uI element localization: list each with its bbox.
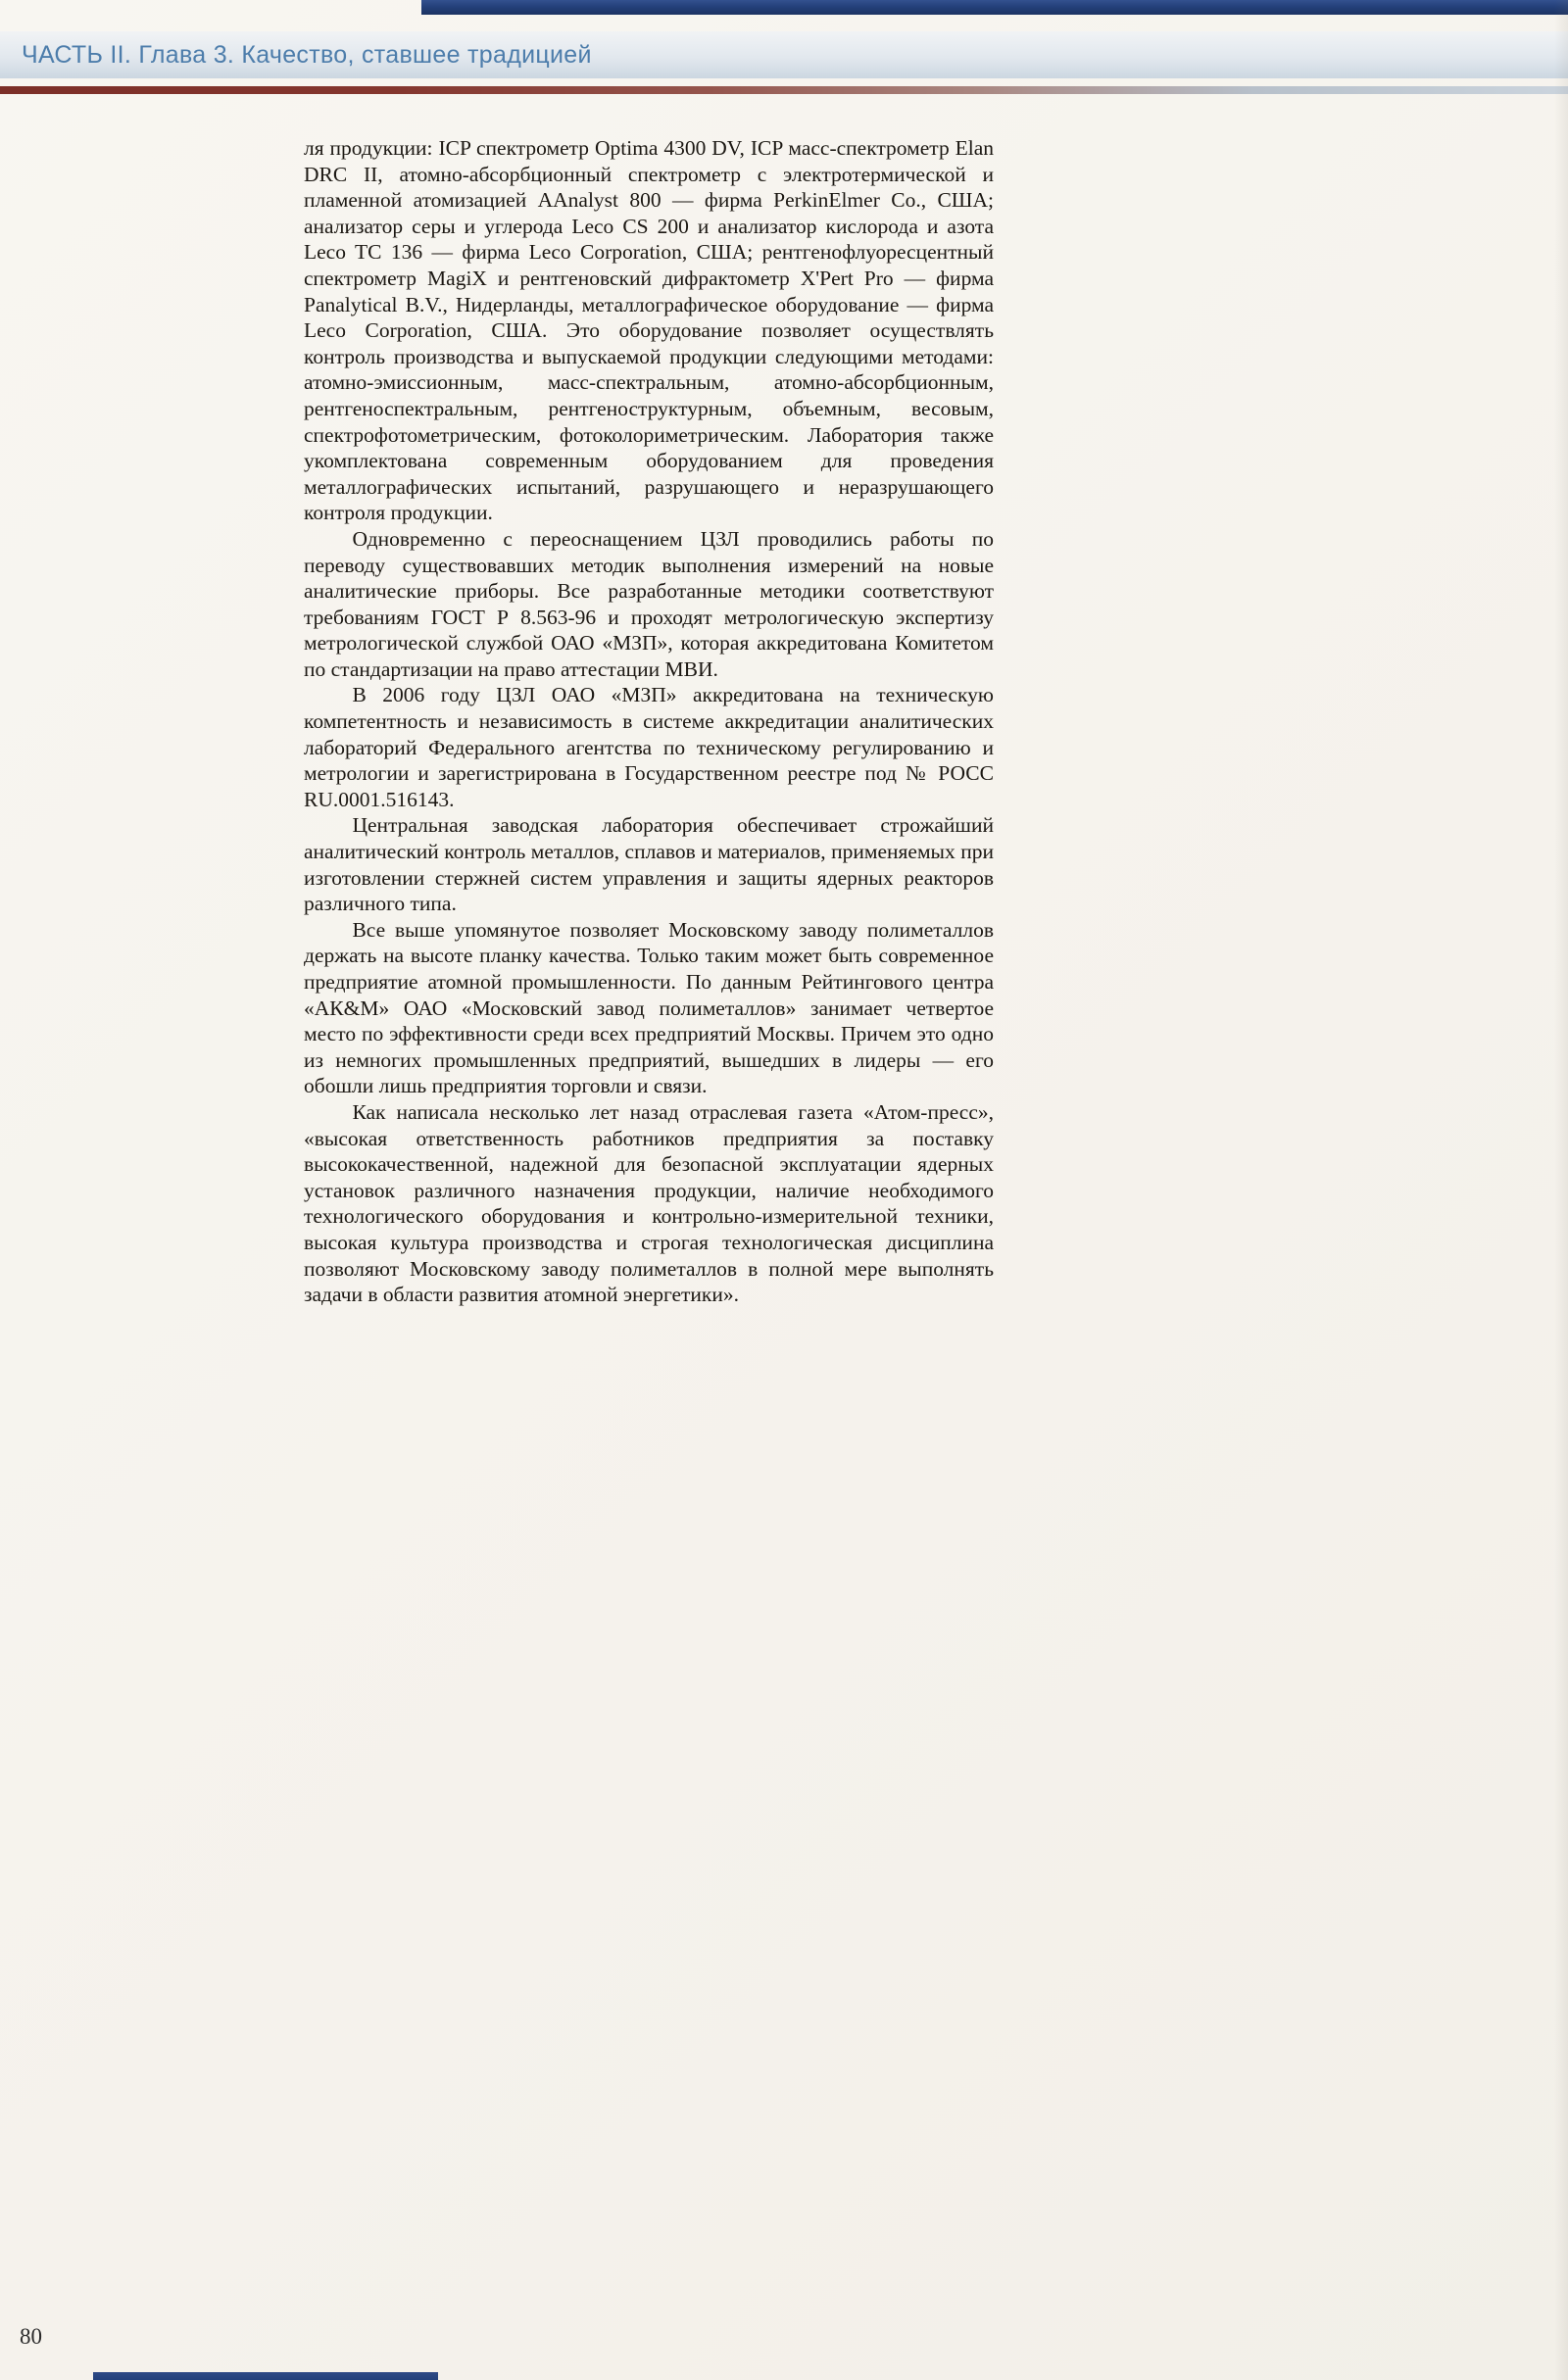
paragraph: Все выше упомянутое позволяет Московскому заводу полиметаллов держать на высоте планку качества. Только таким может быть современное предприятие атомной промышленности. По данным Рейтингового центра «АК&М» ОАО «Московский завод полиметаллов» занимает четвертое место по эффективности среди всех предприятий Москвы. Причем это одно из немногих промышленных предприятий, вышедших в лидеры — его обошли лишь предприятия торговли и связи. xyxy=(304,917,994,1098)
paragraph: Одновременно с переоснащением ЦЗЛ проводились работы по переводу существовавших методик выполнения измерений на новые аналитические приборы. Все разработанные методики соответствуют требованиям ГОСТ Р 8.563-96 и проходят метрологическую экспертизу метрологической службой ОАО «МЗП», которая аккредитована Комитетом по стандартизации на право аттестации МВИ. xyxy=(304,526,994,681)
paragraph: Центральная заводская лаборатория обеспечивает строжайший аналитический контроль металлов, сплавов и материалов, применяемых при изготовлении стержней систем управления и защиты ядерных реакторов различного типа. xyxy=(304,813,994,916)
paragraph: В 2006 году ЦЗЛ ОАО «МЗП» аккредитована на техническую компетентность и независимость в системе аккредитации аналитических лабораторий Федерального агентства по техническому регулированию и метрологии и зарегистрирована в Государственном реестре под № РОСС RU.0001.516143. xyxy=(304,683,994,811)
top-decor-bar xyxy=(421,0,1568,15)
chapter-title: ЧАСТЬ II. Глава 3. Качество, ставшее традицией xyxy=(22,40,592,69)
chapter-header-band xyxy=(0,31,1568,78)
paragraph: ля продукции: ICP спектрометр Optima 4300 DV, ICP масс-спектрометр Elan DRC II, атомно-абсорбционный спектрометр с электротермической и пламенной атомизацией AAnalyst 800 — фирма PerkinElmer Co., США; анализатор серы и углерода Leco CS 200 и анализатор кислорода и азота Leco TC 136 — фирма Leco Corporation, США; рентгенофлуоресцентный спектрометр MagiX и рентгеновский дифрактометр X'Pert Pro — фирма Panalytical B.V., Нидерланды, металлографическое оборудование — фирма Leco Corporation, США. Это оборудование позволяет осуществлять контроль производства и выпускаемой продукции следующими методами: атомно-эмиссионным, масс-спектральным, атомно-абсорбционным, рентгеноспектральным, рентгеноструктурным, объемным, весовым, спектрофотометрическим, фотоколориметрическим. Лаборатория также укомплектована современным оборудованием для проведения металлографических испытаний, разрушающего и неразрушающего контроля продукции. xyxy=(304,136,994,525)
scan-edge-shading xyxy=(1554,0,1568,2380)
page-number: 80 xyxy=(20,2324,42,2349)
paragraph: Как написала несколько лет назад отраслевая газета «Атом-пресс», «высокая ответственность работников предприятия за поставку высококачественной, надежной для безопасной эксплуатации ядерных установок различного назначения продукции, наличие необходимого технологического оборудования и контрольно-измерительной техники, высокая культура производства и строгая технологическая дисциплина позволяют Московскому заводу полиметаллов в полной мере выполнять задачи в области развития атомной энергетики». xyxy=(304,1099,994,1307)
bottom-decor-bar xyxy=(93,2372,438,2380)
header-rule xyxy=(0,86,1568,94)
body-text-column xyxy=(304,135,994,1308)
